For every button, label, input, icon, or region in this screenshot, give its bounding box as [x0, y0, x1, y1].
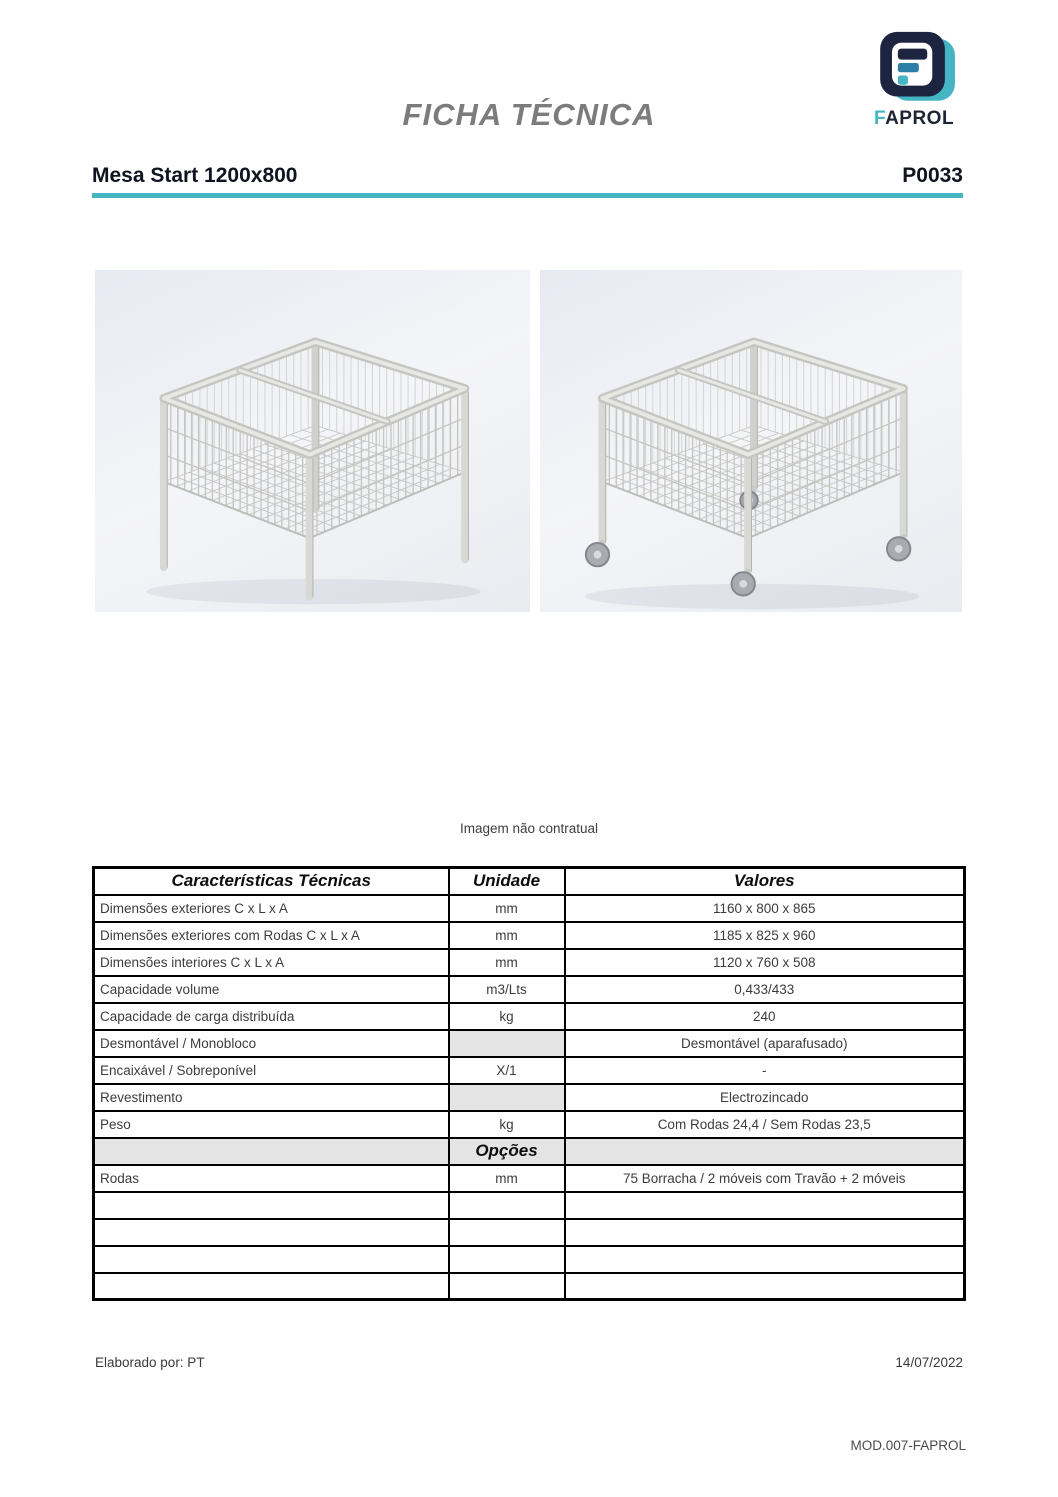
spec-name: Encaixável / Sobreponível [94, 1057, 449, 1084]
spec-unit [449, 1030, 565, 1057]
spec-unit: kg [449, 1003, 565, 1030]
product-code: P0033 [902, 164, 963, 187]
spec-value: Desmontável (aparafusado) [565, 1030, 965, 1057]
table-row [94, 1165, 965, 1192]
header-values: Valores [565, 868, 965, 895]
document-title: FICHA TÉCNICA [402, 97, 656, 132]
spec-unit: mm [449, 895, 565, 922]
spec-value: 1160 x 800 x 865 [565, 895, 965, 922]
empty-row [94, 1273, 965, 1300]
table-row [94, 1084, 965, 1111]
spec-unit: m3/Lts [449, 976, 565, 1003]
company-logo [874, 30, 970, 130]
product-image-fixed-legs [95, 270, 530, 612]
spec-value: 75 Borracha / 2 móveis com Travão + 2 móveis [565, 1165, 965, 1192]
spec-table [92, 866, 966, 1301]
form-code: MOD.007-FAPROL [850, 1438, 966, 1453]
spec-name: Dimensões exteriores C x L x A [94, 895, 449, 922]
spec-name: Dimensões interiores C x L x A [94, 949, 449, 976]
table-row [94, 1030, 965, 1057]
table-row [94, 1003, 965, 1030]
spec-unit: kg [449, 1111, 565, 1138]
spec-name: Capacidade de carga distribuída [94, 1003, 449, 1030]
header-characteristics: Características Técnicas [94, 868, 449, 895]
logo-wordmark [874, 108, 970, 130]
spec-unit: mm [449, 1165, 565, 1192]
spec-value: Electrozincado [565, 1084, 965, 1111]
spec-name: Peso [94, 1111, 449, 1138]
logo-word-f: F [874, 108, 886, 129]
wire-basket-no-wheels-illustration [95, 270, 530, 612]
logo-word-aprol: APROL [885, 108, 955, 129]
spec-value: Com Rodas 24,4 / Sem Rodas 23,5 [565, 1111, 965, 1138]
spec-value: 240 [565, 1003, 965, 1030]
spec-name: Desmontável / Monobloco [94, 1030, 449, 1057]
image-disclaimer: Imagem não contratual [459, 821, 599, 836]
table-row [94, 976, 965, 1003]
spec-value: - [565, 1057, 965, 1084]
options-left-cell [94, 1138, 449, 1165]
table-row [94, 895, 965, 922]
faprol-logo-icon [876, 30, 960, 106]
spec-unit: X/1 [449, 1057, 565, 1084]
table-row [94, 922, 965, 949]
product-header [92, 164, 963, 198]
header-unit: Unidade [449, 868, 565, 895]
spec-name: Rodas [94, 1165, 449, 1192]
spec-unit: mm [449, 949, 565, 976]
table-header-row [94, 868, 965, 895]
table-row [94, 1057, 965, 1084]
spec-value: 1185 x 825 x 960 [565, 922, 965, 949]
spec-unit [449, 1084, 565, 1111]
table-row [94, 949, 965, 976]
document-date: 14/07/2022 [895, 1355, 963, 1370]
spec-value: 0,433/433 [565, 976, 965, 1003]
spec-name: Capacidade volume [94, 976, 449, 1003]
product-image-with-casters [540, 270, 962, 612]
spec-name: Dimensões exteriores com Rodas C x L x A [94, 922, 449, 949]
options-right-cell [565, 1138, 965, 1165]
options-section-row [94, 1138, 965, 1165]
empty-row [94, 1246, 965, 1273]
empty-row [94, 1192, 965, 1219]
spec-value: 1120 x 760 x 508 [565, 949, 965, 976]
wire-basket-with-wheels-illustration [540, 270, 962, 612]
empty-row [94, 1219, 965, 1246]
elaborated-by: Elaborado por: PT [95, 1355, 205, 1370]
table-row [94, 1111, 965, 1138]
spec-name: Revestimento [94, 1084, 449, 1111]
product-name: Mesa Start 1200x800 [92, 164, 298, 187]
spec-unit: mm [449, 922, 565, 949]
options-header: Opções [449, 1138, 565, 1165]
